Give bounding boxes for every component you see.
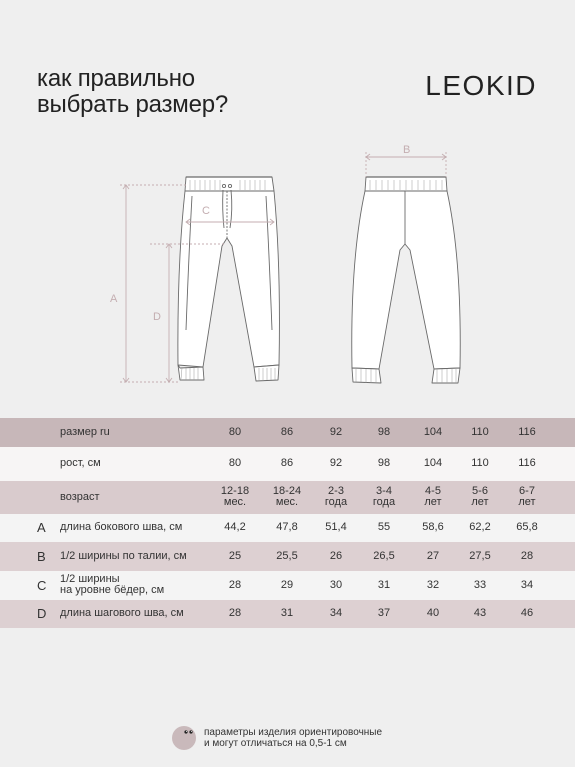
measure-label: длина бокового шва, см (60, 521, 183, 534)
size-cell: 92 (329, 425, 343, 438)
measure-cell: 26,5 (373, 549, 395, 562)
measure-cell: 27,5 (469, 549, 491, 562)
measure-cell: 37 (377, 607, 391, 620)
disclaimer-note (172, 726, 382, 750)
title-line-2: выбрать размер? (37, 91, 229, 118)
row-letter: B (37, 548, 46, 564)
measure-cell: 65,8 (516, 521, 538, 534)
measure-cell: 28 (228, 607, 242, 620)
measure-cell: 28 (228, 578, 242, 591)
size-cell: 110 (471, 425, 489, 438)
height-cell: 92 (329, 457, 343, 469)
height-cell: 116 (518, 457, 536, 469)
size-table (0, 418, 575, 628)
measure-a-label: A (110, 293, 118, 305)
height-cell: 80 (228, 457, 242, 469)
measure-label: 1/2 ширины на уровне бёдер, см (60, 573, 165, 596)
height-cell: 86 (280, 457, 294, 469)
age-cell: 18-24 мес. (272, 485, 302, 508)
measure-cell: 33 (473, 578, 487, 591)
measure-c-label: C (202, 205, 210, 217)
measure-row-b (0, 542, 575, 571)
measure-cell: 34 (520, 578, 534, 591)
measure-cell: 29 (280, 578, 294, 591)
height-row (0, 447, 575, 481)
front-pants-drawing (178, 177, 280, 381)
measure-cell: 27 (426, 549, 440, 562)
size-row-label: размер ru (60, 425, 110, 438)
measure-cell: 31 (280, 607, 294, 620)
measure-row-a (0, 514, 575, 543)
size-cell: 80 (228, 425, 242, 438)
measure-cell: 32 (426, 578, 440, 591)
age-row-label: возраст (60, 490, 100, 503)
age-cell: 4-5 лет (424, 485, 442, 508)
size-cell: 86 (280, 425, 294, 438)
age-cell: 5-6 лет (471, 485, 489, 508)
size-cell: 116 (518, 425, 536, 438)
measure-cell: 55 (377, 521, 391, 534)
measure-cell: 34 (329, 607, 343, 620)
brand-logo: LEOKID (425, 70, 537, 101)
row-letter: D (37, 606, 47, 622)
age-cell: 3-4 года (372, 485, 396, 508)
page-title (37, 66, 228, 118)
measure-cell: 25,5 (276, 549, 298, 562)
disclaimer-line-2: и могут отличаться на 0,5-1 см (204, 738, 347, 749)
measure-b-label: B (403, 144, 411, 156)
measure-cell: 40 (426, 607, 440, 620)
measure-label: 1/2 ширины по талии, см (60, 549, 187, 562)
back-pants-drawing (352, 177, 460, 383)
row-letter: C (37, 577, 47, 593)
height-row-label: рост, см (60, 457, 101, 469)
measure-cell: 47,8 (276, 521, 298, 534)
measure-cell: 46 (520, 607, 534, 620)
measure-cell: 44,2 (224, 521, 246, 534)
age-row (0, 481, 575, 514)
measure-row-c (0, 571, 575, 600)
measure-cell: 25 (228, 549, 242, 562)
age-cell: 12-18 мес. (220, 485, 250, 508)
size-cell: 98 (377, 425, 391, 438)
size-row (0, 418, 575, 447)
measure-cell: 43 (473, 607, 487, 620)
measure-label: длина шагового шва, см (60, 607, 184, 620)
row-letter: A (37, 520, 46, 536)
measure-cell: 58,6 (422, 521, 444, 534)
measure-cell: 30 (329, 578, 343, 591)
measure-cell: 31 (377, 578, 391, 591)
height-cell: 110 (471, 457, 489, 469)
age-cell: 6-7 лет (518, 485, 536, 508)
mascot-icon (172, 726, 196, 750)
height-cell: 98 (377, 457, 391, 469)
disclaimer-text (204, 727, 382, 749)
age-cell: 2-3 года (324, 485, 348, 508)
measure-row-d (0, 600, 575, 629)
title-line-1: как правильно (37, 65, 195, 92)
size-cell: 104 (423, 425, 443, 438)
measure-cell: 51,4 (325, 521, 347, 534)
measure-cell: 62,2 (469, 521, 491, 534)
measure-d-label: D (153, 311, 161, 323)
measure-a-line (120, 185, 186, 382)
measure-cell: 28 (520, 549, 534, 562)
size-diagram (0, 130, 575, 400)
measure-cell: 26 (329, 549, 343, 562)
disclaimer-line-1: параметры изделия ориентировочные (204, 727, 383, 738)
height-cell: 104 (423, 457, 443, 469)
